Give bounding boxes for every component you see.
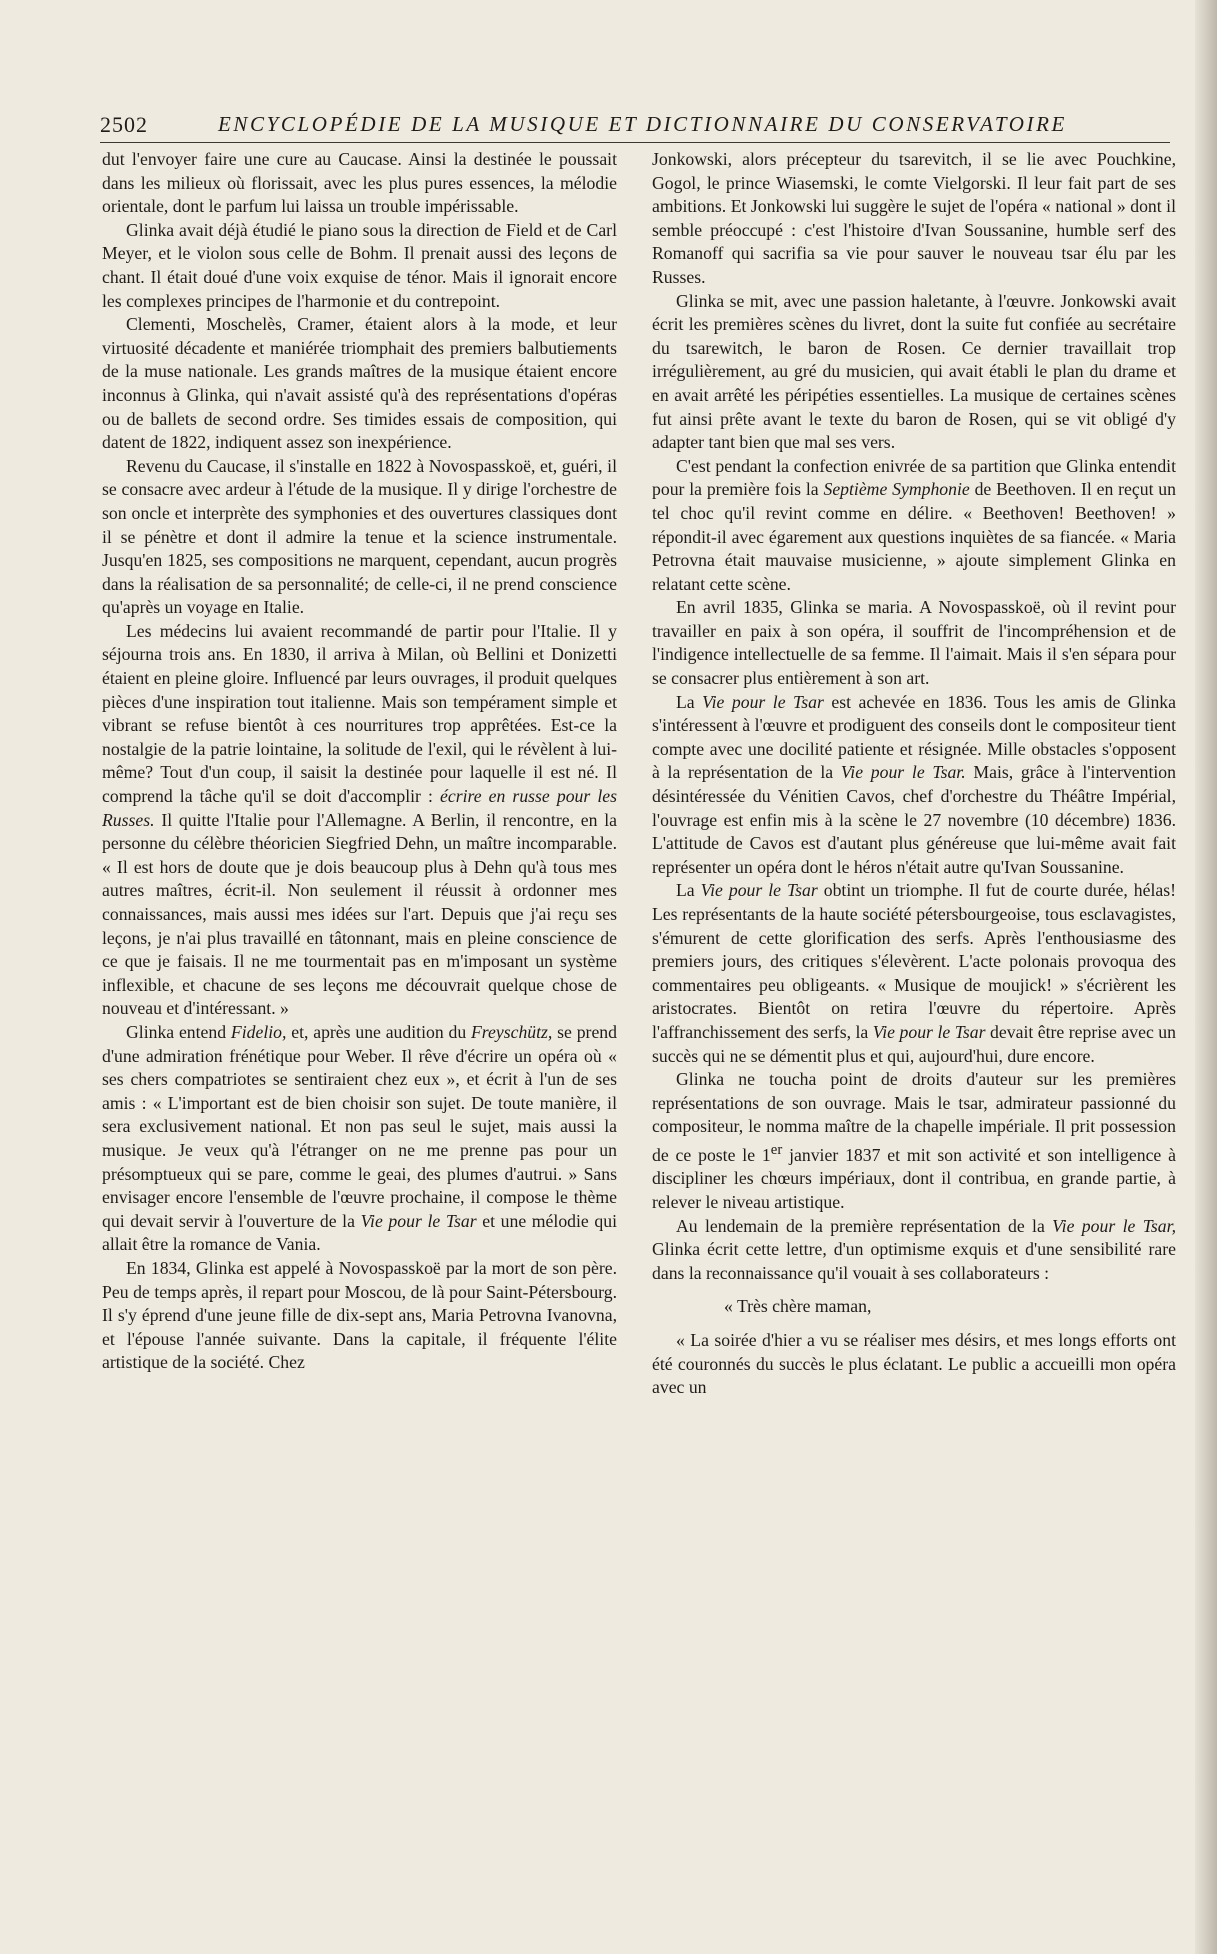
text-run: et, après une audition du — [286, 1021, 471, 1042]
running-head: ENCYCLOPÉDIE DE LA MUSIQUE ET DICTIONNAIRE DU CONSERVATOIRE — [218, 112, 1067, 136]
superscript: er — [770, 1141, 783, 1158]
paragraph: dut l'envoyer faire une cure au Caucase. Ainsi la destinée le poussait dans les milieux où florissait, avec les plus pures essences, la mélodie orientale, dont le parfum lui laissa un trouble impérissable. — [102, 149, 617, 217]
paragraph: Clementi, Moschelès, Cramer, étaient alors à la mode, et leur virtuosité décadente et maniérée triomphait des premiers balbutiements de la muse nationale. Les grands maîtres de la musique étaient encore inconnus à Glinka, qui n'avait assisté qu'à des représentations d'opéras ou de ballets de second ordre. Ses timides essais de composition, qui datent de 1822, indiquent assez son inexpérience. — [102, 314, 617, 453]
paragraph — [652, 1215, 1176, 1286]
italic-run: Vie pour le Tsar. — [840, 762, 966, 783]
paragraph — [652, 455, 1176, 597]
italic-run: Vie pour le Tsar — [700, 880, 818, 901]
text-run: La — [676, 691, 703, 712]
text-run: obtint un triomphe. Il fut de courte durée, hélas! Les représentants de la haute société pétersbourgeoise, tous esclavagistes, s'émurent de cette glorification des serfs. Après l'enthousiasme des premiers jours, des critiques s'élevèrent. L'acte polonais provoqua des commentaires peu obligeants. « Musique de moujick! » s'écrièrent les aristocrates. Bientôt on retira l'œuvre du répertoire. Après l'affranchissement des serfs, la — [652, 880, 1176, 1042]
text-run: de Beethoven. Il en reçut un tel choc qu'il revint comme en délire. « Beethoven! Beethoven! » répondit-il avec égarement aux questions inquiètes de sa fiancée. « Maria Petrovna était mauvaise musicienne, » ajoute simplement Glinka en relatant cette scène. — [652, 479, 1176, 594]
page-edge — [1195, 0, 1217, 1954]
paragraph: En avril 1835, Glinka se maria. A Novospasskoë, où il revint pour travailler en paix à son opéra, il souffrit de l'incompréhension et de l'indigence intellectuelle de sa femme. Il l'aimait. Mais il s'en sépara pour se consacrer plus entièrement à son art. — [652, 597, 1176, 689]
italic-run: écrire en russe pour les Russes. — [102, 786, 617, 830]
paragraph: Revenu du Caucase, il s'installe en 1822 à Novospasskoë, et, guéri, il se consacre avec ardeur à l'étude de la musique. Il y dirige l'orchestre de son oncle et interprète des symphonies et des ouvertures classiques dont il se pénètre et dont il admire la tenue et la science instrumentale. Jusqu'en 1825, ses compositions ne marquent, cependant, aucun progrès dans la réalisation de sa personnalité; de celle-ci, il ne prend conscience qu'après un voyage en Italie. — [102, 455, 617, 618]
italic-run: Vie pour le Tsar, — [1052, 1215, 1176, 1236]
page-header — [100, 112, 1170, 143]
italic-run: Vie pour le Tsar — [360, 1210, 477, 1231]
text-run: devait être reprise avec un succès qui ne se démentit plus et qui, aujourd'hui, dure encore. — [652, 1021, 1176, 1066]
text-run: C'est pendant la confection enivrée de sa partition que Glinka entendit pour la première fois la — [652, 455, 1176, 500]
text-run: La — [676, 880, 701, 901]
left-column — [102, 148, 617, 1375]
paragraph — [652, 691, 1176, 880]
text-run: Il quitte l'Italie pour l'Allemagne. A Berlin, il rencontre, en la personne du célèbre théoricien Siegfried Dehn, un maître incomparable. « Il est hors de doute que je dois beaucoup plus à Dehn qu'à tous mes autres maîtres, écrit-il. Non seulement il réussit à ordonner mes connaissances, mais aussi mes idées sur l'art. Depuis que j'ai reçu ses leçons, je n'ai plus travaillé en tâtonnant, mais en pleine conscience de ce que je faisais. Il ne me tourmentait pas en m'imposant un système inflexible, et chacune de ses leçons me découvrait quelque chose de nouveau et d'intéressant. » — [102, 809, 617, 1019]
page-number: 2502 — [100, 112, 148, 137]
italic-run: Freyschütz, — [470, 1021, 553, 1042]
italic-run: Vie pour le Tsar — [702, 691, 824, 712]
right-column — [652, 148, 1176, 1400]
text-run: se prend d'une admiration frénétique pour Weber. Il rêve d'écrire un opéra où « ses chers compatriotes se sentiraient chez eux », et écrit à l'un de ses amis : « L'important est de bien choisir son sujet. De toute manière, il sera exclusivement national. Et non pas seul le sujet, mais aussi la musique. Je veux qu'à l'étranger on ne me prenne pas pour un présomptueux qui se pare, comme le geai, des plumes d'autrui. » Sans envisager encore l'ensemble de l'œuvre prochaine, il compose le thème qui devait servir à l'ouverture de la — [102, 1021, 617, 1231]
paragraph: Jonkowski, alors précepteur du tsarevitch, il se lie avec Pouchkine, Gogol, le prince Wiasemski, le comte Vielgorski. Il leur fait part de ses ambitions. Et Jonkowski lui suggère le sujet de l'opéra « national » dont il semble préoccupé : c'est l'histoire d'Ivan Soussanine, humble serf des Romanoff qui sacrifia sa vie pour sauver le nouveau tsar élu par les Russes. — [652, 149, 1176, 287]
text-run: et une mélodie qui allait être la romance de Vania. — [102, 1210, 617, 1255]
text-run: Glinka entend — [126, 1021, 231, 1042]
text-run: Mais, grâce à l'intervention désintéressée du Vénitien Cavos, chef d'orchestre du Théâtre Impérial, l'ouvrage est enfin mis à la scène le 27 novembre (10 décembre) 1836. L'attitude de Cavos est d'autant plus généreuse que lui-même avait fait représenter un opéra dont le héros n'était autre qu'Ivan Soussanine. — [652, 762, 1176, 877]
paragraph — [652, 879, 1176, 1068]
paragraph — [102, 620, 617, 1021]
paragraph: En 1834, Glinka est appelé à Novospasskoë par la mort de son père. Peu de temps après, il repart pour Moscou, de là pour Saint-Pétersbourg. Il s'y éprend d'une jeune fille de dix-sept ans, Maria Petrovna Ivanovna, et l'épouse l'année suivante. Dans la capitale, il fréquente l'élite artistique de la société. Chez — [102, 1257, 617, 1373]
paragraph: Glinka se mit, avec une passion haletante, à l'œuvre. Jonkowski avait écrit les premières scènes du livret, dont la suite fut confiée au secrétaire du tsarewitch, le baron de Rosen. Ce dernier travaillait trop irrégulièrement, au gré du musicien, qui avait établi le plan du drame et en avait arrêté les péripéties essentielles. La musique de certaines scènes fut ainsi prête avant le texte du baron de Rosen, qui se vit obligé d'y adapter tant bien que mal ses vers. — [652, 290, 1176, 453]
text-run: janvier 1837 et mit son activité et son intelligence à discipliner les chœurs impériaux, dont il contribua, en grande partie, à relever le niveau artistique. — [652, 1144, 1176, 1213]
text-run: Au lendemain de la première représentation de la — [676, 1215, 1053, 1236]
text-run: Glinka ne toucha point de droits d'auteur sur les premières représentations de son ouvrage. Mais le tsar, admirateur passionné du compositeur, le nomma maître de la chapelle impériale. Il prit possession de ce poste le 1 — [652, 1069, 1176, 1165]
italic-run: Septième Symphonie — [823, 479, 970, 500]
italic-run: Vie pour le Tsar — [872, 1021, 986, 1042]
paragraph — [102, 1021, 617, 1257]
paragraph — [652, 1068, 1176, 1214]
text-run: Les médecins lui avaient recommandé de partir pour l'Italie. Il y séjourna trois ans. En 1830, il arriva à Milan, où Bellini et Donizetti étaient en pleine gloire. Influencé par leurs ouvrages, il produit quelques pièces d'une inspiration tout italienne. Mais son tempérament simple et vibrant se refuse bientôt à ces nourritures trop apprêtées. Est-ce la nostalgie de la patrie lointaine, la solitude de l'exil, qui le révèlent à lui-même? Tout d'un coup, il saisit la destinée pour laquelle il est né. Il comprend la tâche qu'il se doit d'accomplir : — [102, 620, 617, 807]
text-run: est achevée en 1836. Tous les amis de Glinka s'intéressent à l'œuvre et prodiguent des conseils dont le compositeur tient compte avec une docilité patiente et résignée. Mille obstacles s'opposent à la représentation de la — [652, 691, 1176, 783]
paragraph: Glinka avait déjà étudié le piano sous la direction de Field et de Carl Meyer, et le violon sous celle de Bohm. Il prenait aussi des leçons de chant. Il était doué d'une voix exquise de ténor. Mais il ignorait encore les complexes principes de l'harmonie et du contrepoint. — [102, 219, 617, 311]
letter-salutation: « Très chère maman, — [724, 1296, 872, 1317]
letter-paragraph: « La soirée d'hier a vu se réaliser mes désirs, et mes longs efforts ont été couronnés du succès le plus éclatant. Le public a accueilli mon opéra avec un — [652, 1329, 1176, 1398]
text-run: Glinka écrit cette lettre, d'un optimisme exquis et d'une sensibilité rare dans la reconnaissance qu'il vouait à ses collaborateurs : — [652, 1239, 1176, 1283]
italic-run: Fidelio, — [230, 1021, 287, 1042]
